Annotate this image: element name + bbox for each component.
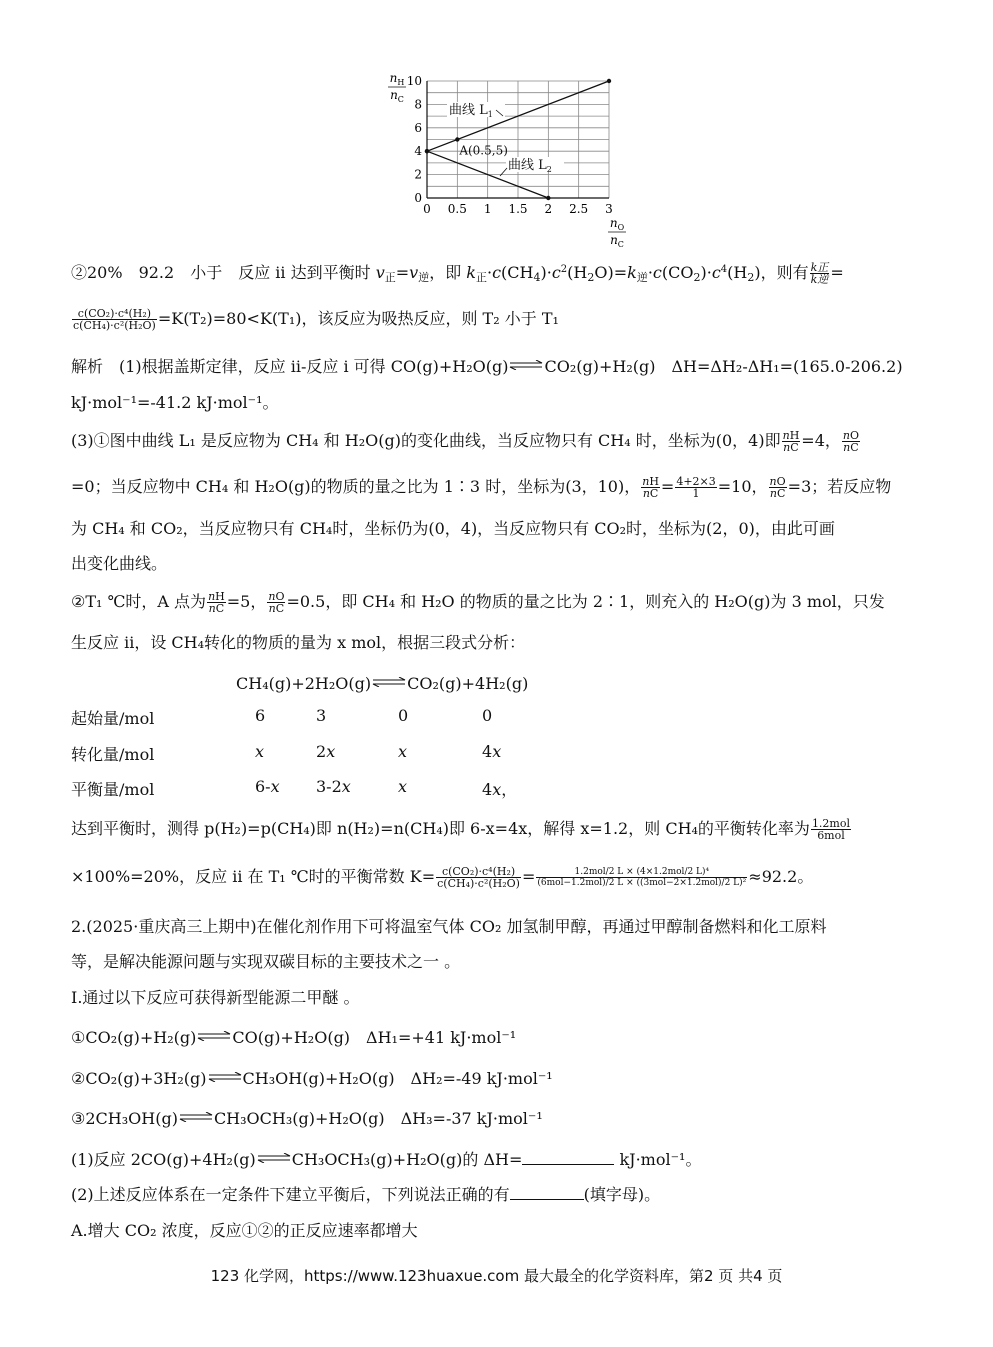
- analysis-text-1: 解析 (1)根据盖斯定律，反应 ii-反应 i 可得 CO(g)+H₂O(g): [71, 357, 509, 376]
- table-cell: 3: [316, 706, 327, 725]
- table-cell: 4x: [482, 742, 502, 761]
- equilibrium-arrow-icon: [208, 1072, 242, 1082]
- equilibrium-arrow-icon: [197, 1031, 231, 1041]
- q2-line-3: Ⅰ.通过以下反应可获得新型能源二甲醚 。: [71, 988, 360, 1007]
- para4-line-2: 生反应 ii，设 CH₄转化的物质的量为 x mol，根据三段式分析：: [71, 633, 526, 652]
- x-tick-label: 1: [483, 202, 492, 216]
- equilibrium-constant-fraction: $\frac{\text{c(CO₂)·c⁴(H₂)}}{\text{c(CH₄)·c²(H₂O)}}$: [73, 307, 156, 332]
- reaction-3: ③2CH₃OH(g) CH₃OCH₃(g)+H₂O(g) ΔH₃=-37 kJ·mol⁻¹: [71, 1109, 543, 1128]
- k-ratio-fraction: k正 k逆: [810, 261, 829, 286]
- q2-line-1: 2.(2025·重庆高三上期中)在催化剂作用下可将温室气体 CO₂ 加氢制甲醇，再通过甲醇制备燃料和化工原料: [71, 917, 827, 936]
- no-nc-fraction: $\frac{nO}{nC}$: [842, 429, 859, 454]
- x-tick-label: 2: [544, 202, 553, 216]
- table-cell: 6-x: [255, 777, 280, 796]
- nh-nc-fraction-3: $\frac{nH}{nC}$: [208, 590, 225, 615]
- axis-label-numerator: $n_O$: [609, 216, 625, 232]
- point-a: [455, 137, 459, 141]
- series-end-point: [546, 196, 550, 200]
- x-tick-label: 1.5: [508, 202, 528, 216]
- chart-labels: [388, 71, 626, 249]
- answer-text-3: ，则有: [760, 263, 809, 282]
- answer-line-2: [71, 308, 559, 331]
- answer-line-2-rest: =K(T₂)=80<K(T₁)，该反应为吸热反应，则 T₂ 小于 T₁: [157, 309, 559, 328]
- x-tick-label: 0: [423, 202, 431, 216]
- y-tick-label: 10: [406, 74, 422, 88]
- curve-l2-label: 曲线 $L_2$: [508, 158, 552, 174]
- x-tick-label: 0.5: [447, 202, 467, 216]
- chart-ticks: [407, 74, 613, 216]
- k-expression-fraction: $\frac{\text{c(CO₂)·c⁴(H₂)}}{\text{c(CH₄)·c²(H₂O)}}$: [437, 865, 520, 890]
- table-cell: x: [255, 742, 265, 761]
- axis-label-numerator: $n_H$: [389, 71, 405, 87]
- answer-blank-1[interactable]: [522, 1164, 614, 1165]
- option-a: A.增大 CO₂ 浓度，反应①②的正反应速率都增大: [71, 1221, 418, 1240]
- calc-fraction: $\frac{4+2\times 3}{1}$: [676, 475, 716, 500]
- answer-blank-2[interactable]: [510, 1199, 584, 1200]
- q2-line-2: 等，是解决能源问题与实现双碳目标的主要技术之一 。: [71, 952, 461, 971]
- equilibrium-arrow-icon: [179, 1112, 213, 1122]
- y-tick-label: 4: [414, 144, 422, 159]
- axis-label-denominator: $n_C$: [390, 88, 404, 104]
- table-cell: 6: [255, 706, 266, 725]
- table-cell: 3-2x: [316, 777, 351, 796]
- nh-nc-fraction: $\frac{nH}{nC}$: [782, 429, 800, 454]
- equilibrium-arrow-icon: [372, 677, 406, 687]
- equilibrium-arrow-icon: [509, 360, 543, 370]
- axis-label-denominator: $n_C$: [610, 233, 624, 249]
- table-row-label: 转化量/mol: [71, 745, 155, 764]
- table-cell: 0: [398, 706, 409, 725]
- nh-no-ratio-chart: [380, 66, 630, 251]
- conversion-fraction: 1.2mol 6mol: [811, 817, 851, 842]
- para3-line-2: =0；当反应物中 CH₄ 和 H₂O(g)的物质的量之比为 1∶3 时，坐标为(3，10)， $\frac{nH}{nC}$ = $\frac{4+2\times 3}{1}$ =10， $\frac{nO}{nC}$ =3；若反应物: [71, 475, 892, 500]
- curve-l1-label: 曲线 $L_1$: [449, 103, 493, 119]
- para3-line-3: 为 CH₄ 和 CO₂，当反应物只有 CH₄时，坐标仍为(0，4)，当反应物只有 CO₂时，坐标为(2，0)，由此可画: [71, 519, 835, 538]
- table-cell: x: [398, 777, 408, 796]
- x-tick-label: 3: [605, 202, 613, 216]
- no-nc-fraction-2: $\frac{nO}{nC}$: [769, 475, 786, 500]
- table-cell: 4x，: [482, 780, 518, 799]
- answer-text-1: ②20% 92.2 小于 反应 ii 达到平衡时: [71, 263, 376, 282]
- analysis-line-2: kJ·mol⁻¹=-41.2 kJ·mol⁻¹。: [71, 393, 279, 412]
- y-tick-label: 2: [414, 167, 422, 182]
- three-stage-equation: CH₄(g)+2H₂O(g) CO₂(g)+4H₂(g): [236, 674, 529, 693]
- reaction-1: ①CO₂(g)+H₂(g) CO(g)+H₂O(g) ΔH₁=+41 kJ·mol⁻¹: [71, 1028, 517, 1047]
- answer-text-2: ，即: [429, 263, 467, 282]
- page-footer: 123 化学网，https://www.123huaxue.com 最大最全的化学资料库，第2 页 共4 页: [210, 1267, 783, 1285]
- y-axis-label: [388, 71, 406, 104]
- reaction-2: ②CO₂(g)+3H₂(g) CH₃OH(g)+H₂O(g) ΔH₂=-49 kJ·mol⁻¹: [71, 1069, 553, 1088]
- y-tick-label: 6: [414, 120, 422, 135]
- equilibrium-arrow-icon: [257, 1153, 291, 1163]
- table-row-label: 起始量/mol: [71, 709, 155, 728]
- question-2: (2)上述反应体系在一定条件下建立平衡后，下列说法正确的有 (填字母)。: [71, 1185, 661, 1204]
- x-tick-label: 2.5: [569, 202, 589, 216]
- x-axis-label: [608, 216, 626, 249]
- chart-grid: [427, 81, 609, 198]
- para4-line-1: ②T₁ ℃时，A 点为 $\frac{nH}{nC}$ =5， $\frac{nO}{nC}$ =0.5，即 CH₄ 和 H₂O 的物质的量之比为 2∶1，则充入的 H₂O(g)为 3 mol，只发: [71, 590, 885, 615]
- para3-line-1: (3)①图中曲线 L₁ 是反应物为 CH₄ 和 H₂O(g)的变化曲线，当反应物只有 CH₄ 时，坐标为(0，4)即 $\frac{nH}{nC}$ =4， $\frac{nO}{nC}$: [71, 429, 859, 454]
- analysis-text-1b: CO₂(g)+H₂(g) ΔH=ΔH₂-ΔH₁=(165.0-206.2): [544, 357, 903, 376]
- table-cell: 0: [482, 706, 493, 725]
- y-tick-label: 0: [414, 191, 422, 205]
- nh-nc-fraction-2: $\frac{nH}{nC}$: [642, 475, 659, 500]
- table-cell: x: [398, 742, 408, 761]
- table-cell: 2x: [316, 742, 336, 761]
- para5-line-2: ×100%=20%，反应 ii 在 T₁ ℃时的平衡常数 K= $\frac{\text{c(CO₂)·c⁴(H₂)}}{\text{c(CH₄)·c²(H₂O)}}$ = 1.2mol/2 L × (4×1.2mol/2 L)⁴ (6mol−1.2mol)/2 L × ((3mol−2×1.2mol)/2 L)² ≈92.2。: [71, 865, 814, 890]
- answer-line-1: ②20% 92.2 小于 反应 ii 达到平衡时 $v_正=v_逆$，即 $k_正\cdot c(CH_4)\cdot c^2(H_2O)=k_逆\cdot c(CO_2)\cdot c^4(H_2)$，则有 k正 k逆 =: [71, 261, 844, 286]
- question-1: (1)反应 2CO(g)+4H₂(g) CH₃OCH₃(g)+H₂O(g)的 ΔH= kJ·mol⁻¹。: [71, 1150, 702, 1169]
- y-tick-label: 8: [414, 97, 422, 112]
- table-row-label: 平衡量/mol: [71, 780, 155, 799]
- series-start-point: [425, 149, 429, 153]
- para3-line-4: 出变化曲线。: [71, 554, 168, 573]
- series-end-point: [607, 79, 611, 83]
- analysis-line-1: [71, 356, 903, 378]
- no-nc-fraction-3: $\frac{nO}{nC}$: [268, 590, 285, 615]
- para5-line-1: 达到平衡时，测得 p(H₂)=p(CH₄)即 n(H₂)=n(CH₄)即 6-x=4x，解得 x=1.2，则 CH₄的平衡转化率为 1.2mol 6mol: [71, 817, 851, 842]
- point-a-label: A(0.5,5): [459, 143, 508, 158]
- k-numeric-fraction: 1.2mol/2 L × (4×1.2mol/2 L)⁴ (6mol−1.2mol)/2 L × ((3mol−2×1.2mol)/2 L)²: [537, 867, 747, 888]
